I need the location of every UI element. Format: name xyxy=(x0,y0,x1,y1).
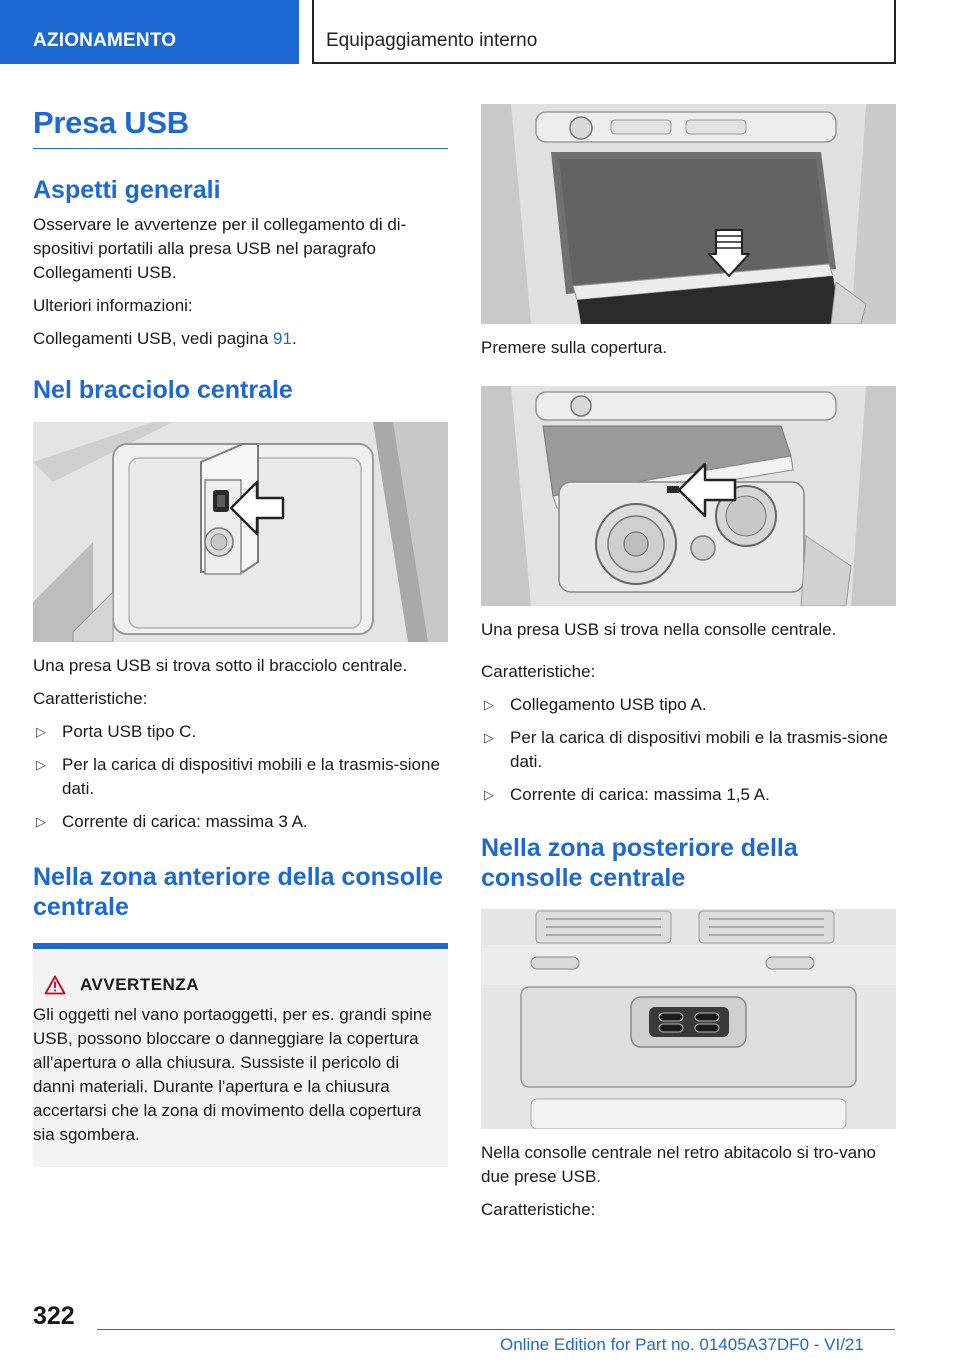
list-item xyxy=(481,726,896,774)
list-item xyxy=(481,783,896,807)
triangle-right-outline-icon: ▷ xyxy=(36,724,46,739)
feature-text: Porta USB tipo C. xyxy=(62,722,197,741)
heading-general: Aspetti generali xyxy=(33,176,221,204)
section-tab xyxy=(0,0,299,64)
triangle-right-outline-icon: ▷ xyxy=(484,730,494,745)
warning-text: Gli oggetti nel vano portaoggetti, per es. grandi spine USB, possono bloccare o danneggiare la copertura all'apertura o alla chiusura. Sussiste il pericolo di danni materiali. Durante l'apertura e la chiusura accertarsi che la zona di movimento della copertura sia sgombera. xyxy=(33,1005,432,1144)
feature-text: Collegamento USB tipo A. xyxy=(510,695,707,714)
triangle-right-outline-icon: ▷ xyxy=(36,814,46,829)
armrest-caption: Una presa USB si trova sotto il bracciolo centrale. xyxy=(33,656,408,675)
feature-text: Corrente di carica: massima 3 A. xyxy=(62,812,308,831)
console-cover-image xyxy=(481,104,896,324)
warning-header xyxy=(33,971,436,999)
rear-features-label: Caratteristiche: xyxy=(481,1200,596,1219)
warning-triangle-icon xyxy=(44,975,66,995)
heading-rear-console: Nella zona posteriore della consolle centrale xyxy=(481,834,798,892)
feature-text: Per la carica di dispositivi mobili e la trasmis-sione dati. xyxy=(510,728,888,771)
page-number: 322 xyxy=(33,1302,75,1330)
armrest-feature-list xyxy=(33,720,448,834)
footer-edition: Online Edition for Part no. 01405A37DF0 - VI/21 xyxy=(500,1335,864,1354)
page-title: Presa USB xyxy=(33,104,448,149)
list-item xyxy=(481,693,896,717)
list-item xyxy=(33,810,448,834)
triangle-right-outline-icon: ▷ xyxy=(36,757,46,772)
right-column xyxy=(481,104,896,1222)
console-feature-list xyxy=(481,693,896,807)
list-item xyxy=(33,720,448,744)
reference-text: Collegamenti USB, vedi pagina xyxy=(33,329,274,348)
cover-caption: Premere sulla copertura. xyxy=(481,338,668,357)
heading-front-console: Nella zona anteriore della consolle centrale xyxy=(33,863,443,921)
reference-suffix: . xyxy=(291,329,297,348)
triangle-right-outline-icon: ▷ xyxy=(484,787,494,802)
section-label: AZIONAMENTO xyxy=(33,30,177,51)
warning-box xyxy=(33,943,448,1167)
footer-divider xyxy=(97,1329,895,1330)
armrest-features-label: Caratteristiche: xyxy=(33,689,148,708)
general-paragraph-1: Osservare le avvertenze per il collegamento di di-spositivi portatili alla presa USB nel paragrafo Collegamenti USB. xyxy=(33,215,407,282)
chapter-label: Equipaggiamento interno xyxy=(326,30,538,51)
feature-text: Per la carica di dispositivi mobili e la trasmis-sione dati. xyxy=(62,755,440,798)
rear-console-caption: Nella consolle centrale nel retro abitacolo si tro-vano due prese USB. xyxy=(481,1143,876,1186)
warning-title: AVVERTENZA xyxy=(80,975,199,994)
rear-console-usb-image xyxy=(481,909,896,1129)
console-features-label: Caratteristiche: xyxy=(481,662,596,681)
feature-text: Corrente di carica: massima 1,5 A. xyxy=(510,785,770,804)
triangle-right-outline-icon: ▷ xyxy=(484,697,494,712)
armrest-usb-image xyxy=(33,422,448,642)
console-usb-caption: Una presa USB si trova nella consolle centrale. xyxy=(481,620,837,639)
page-link[interactable]: 91 xyxy=(273,329,292,348)
list-item xyxy=(33,753,448,801)
chapter-tab xyxy=(312,0,896,64)
heading-armrest: Nel bracciolo centrale xyxy=(33,376,293,404)
general-reference xyxy=(33,327,448,351)
left-column xyxy=(33,104,448,1167)
console-usb-image xyxy=(481,386,896,606)
general-paragraph-2: Ulteriori informazioni: xyxy=(33,296,193,315)
